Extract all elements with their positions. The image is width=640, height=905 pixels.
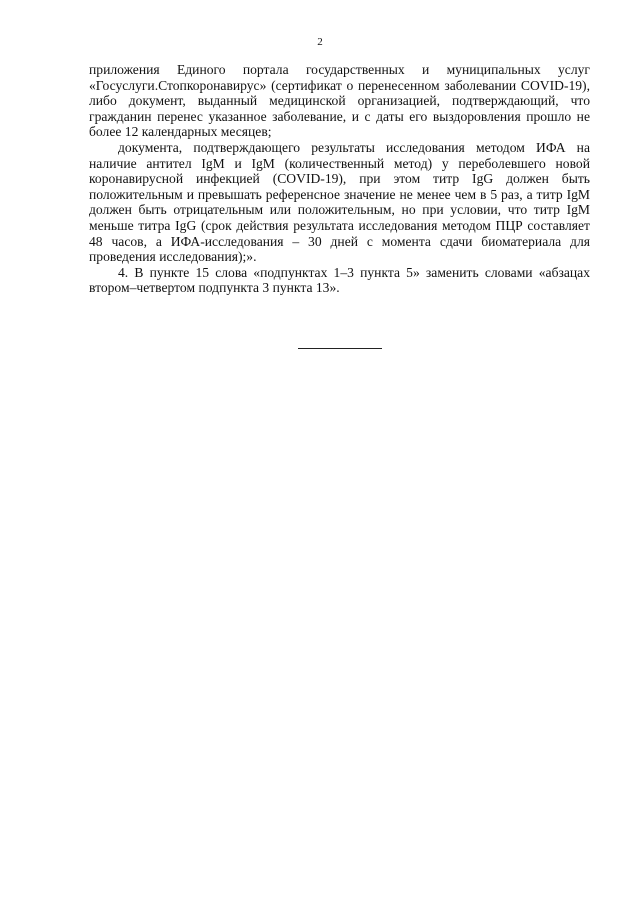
page-number: 2 bbox=[317, 36, 323, 48]
end-separator-line bbox=[298, 348, 382, 349]
paragraph-continuation: приложения Единого портала государственных и муниципальных услуг «Госуслуги.Стопкоронавирус» (сертификат о перенесенном заболевании COVID-19), либо документ, выданный медицинской организацией, подтверждающий, что гражданин перенес указанное заболевание, и с даты его выздоровления прошло не более 12 календарных месяцев; bbox=[89, 62, 590, 140]
paragraph-ifa-document: документа, подтверждающего результаты исследования методом ИФА на наличие антител IgM и IgM (количественный метод) у переболевшего новой коронавирусной инфекцией (COVID-19), при этом титр IgG должен быть положительным и превышать референсное значение не менее чем в 5 раз, а титр IgM должен быть отрицательным или положительным, но при условии, что титр IgM меньше титра IgG (срок действия результата исследования методом ПЦР составляет 48 часов, а ИФА-исследования – 30 дней с момента сдачи биоматериала для проведения исследования);». bbox=[89, 139, 590, 265]
paragraph-item-4: 4. В пункте 15 слова «подпунктах 1–3 пункта 5» заменить словами «абзацах втором–четвертом подпункта 3 пункта 13». bbox=[89, 264, 590, 296]
document-body bbox=[89, 62, 590, 296]
